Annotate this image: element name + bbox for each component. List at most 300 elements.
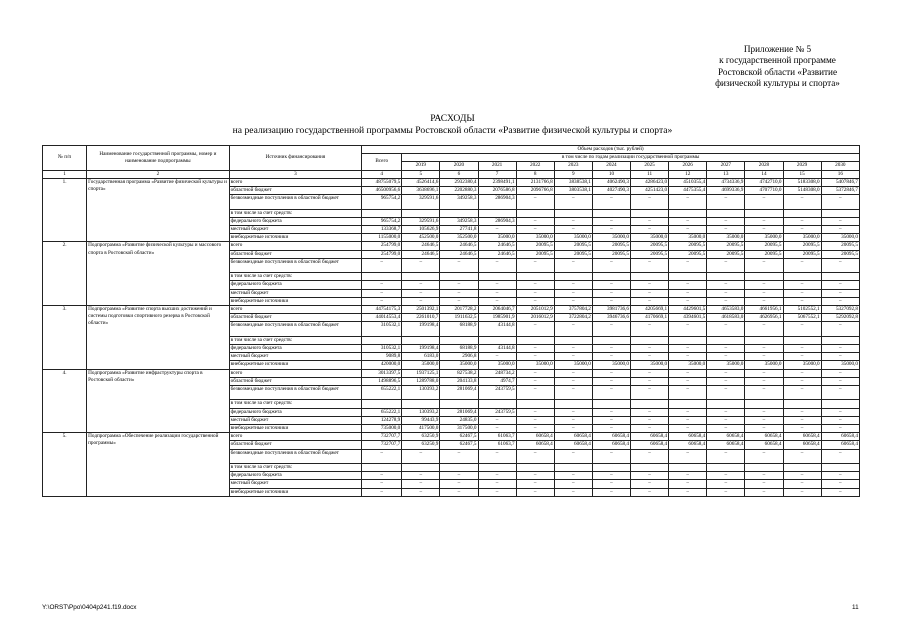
year-value: – xyxy=(745,281,783,289)
year-value: – xyxy=(554,345,592,353)
year-value: – xyxy=(821,377,859,385)
total-value: 732707,7 xyxy=(362,441,402,449)
year-value: 1985901,9 xyxy=(478,314,516,322)
year-value: 62467,5 xyxy=(440,441,478,449)
year-value: – xyxy=(707,345,745,353)
year-value: 20095,5 xyxy=(707,242,745,250)
year-value: 2076586,8 xyxy=(478,187,516,195)
header-name: Наименование государственной программы, номер и наименование подпрограммы xyxy=(87,146,230,171)
year-value: – xyxy=(592,258,630,272)
year-value xyxy=(516,400,554,408)
header-volume: Объем расходов (тыс. рублей) xyxy=(362,146,860,154)
year-value: 20095,5 xyxy=(554,250,592,258)
year-value: – xyxy=(707,472,745,480)
year-value: 4251423,0 xyxy=(631,187,669,195)
total-value: 44754175,3 xyxy=(362,306,402,314)
year-value: – xyxy=(554,408,592,416)
year-value: 60658,4 xyxy=(669,441,707,449)
year-value xyxy=(745,400,783,408)
total-value: 732707,7 xyxy=(362,433,402,441)
year-value: 2017728,2 xyxy=(440,306,478,314)
year-value: – xyxy=(631,195,669,209)
year-value: 5327092,8 xyxy=(821,306,859,314)
row-number: 3. xyxy=(43,306,87,370)
year-value: – xyxy=(821,322,859,336)
year-value: – xyxy=(669,281,707,289)
year-value: 35000,0 xyxy=(783,361,821,369)
year-value: – xyxy=(554,281,592,289)
year-value: – xyxy=(592,449,630,463)
year-value: – xyxy=(821,472,859,480)
year-value: – xyxy=(478,281,516,289)
year-value: – xyxy=(669,322,707,336)
year-value: – xyxy=(821,217,859,225)
year-value: 4734336,9 xyxy=(707,178,745,186)
year-value: 286904,3 xyxy=(478,195,516,209)
year-value xyxy=(402,400,440,408)
year-value: 60658,4 xyxy=(707,433,745,441)
header-year: 2028 xyxy=(745,162,783,170)
header-year: 2030 xyxy=(821,162,859,170)
year-value: 27741,8 xyxy=(440,226,478,234)
total-value: – xyxy=(362,480,402,488)
year-value: – xyxy=(783,416,821,424)
year-value: – xyxy=(402,480,440,488)
year-value: 329591,6 xyxy=(402,195,440,209)
year-value xyxy=(516,464,554,472)
year-value: – xyxy=(669,449,707,463)
year-value xyxy=(669,273,707,281)
year-value: 60658,4 xyxy=(783,433,821,441)
column-number: 1 xyxy=(43,170,87,178)
total-value: 1155000,0 xyxy=(362,234,402,242)
year-value: – xyxy=(592,226,630,234)
year-value: – xyxy=(745,297,783,305)
year-value: 352500,0 xyxy=(440,234,478,242)
column-number: 4 xyxy=(362,170,402,178)
year-value: 35000,0 xyxy=(669,234,707,242)
total-value: 310532,1 xyxy=(362,345,402,353)
year-value: – xyxy=(783,449,821,463)
funding-source: федерального бюджета xyxy=(229,472,361,480)
year-value: 1911632,5 xyxy=(440,314,478,322)
year-value xyxy=(554,336,592,344)
funding-source: федерального бюджета xyxy=(229,281,361,289)
year-value xyxy=(554,273,592,281)
program-name: Подпрограмма «Развитие инфраструктуры спорта в Ростовской области» xyxy=(87,369,230,433)
year-value: 349258,3 xyxy=(440,217,478,225)
header-by-year: в том числе по годам реализации государственной программы xyxy=(402,154,860,162)
year-value: 286904,3 xyxy=(478,217,516,225)
year-value: 60658,4 xyxy=(592,441,630,449)
year-value: – xyxy=(592,281,630,289)
year-value: – xyxy=(516,289,554,297)
year-value: – xyxy=(821,480,859,488)
year-value: 20095,5 xyxy=(745,250,783,258)
year-value: – xyxy=(783,195,821,209)
year-value: – xyxy=(592,386,630,400)
year-value: 60658,4 xyxy=(554,433,592,441)
year-value: – xyxy=(440,488,478,496)
year-value xyxy=(478,464,516,472)
year-value xyxy=(745,464,783,472)
year-value: 20095,5 xyxy=(516,250,554,258)
year-value: – xyxy=(821,449,859,463)
year-value xyxy=(707,209,745,217)
year-value: 24646,5 xyxy=(402,242,440,250)
year-value: – xyxy=(821,488,859,496)
year-value: – xyxy=(783,345,821,353)
year-value: 35000,0 xyxy=(478,361,516,369)
year-value: – xyxy=(554,377,592,385)
year-value: – xyxy=(783,408,821,416)
year-value xyxy=(440,464,478,472)
year-value: – xyxy=(707,408,745,416)
row-number: 2. xyxy=(43,242,87,306)
total-value: 3013397,5 xyxy=(362,369,402,377)
year-value: 60658,4 xyxy=(554,441,592,449)
year-value: – xyxy=(516,408,554,416)
column-number: 10 xyxy=(592,170,630,178)
year-value: 43144,8 xyxy=(478,345,516,353)
year-value: – xyxy=(516,217,554,225)
year-value: 35000,0 xyxy=(631,234,669,242)
funding-source: федерального бюджета xyxy=(229,217,361,225)
year-value: 281069,4 xyxy=(440,408,478,416)
funding-source: областной бюджет xyxy=(229,377,361,385)
year-value: 4653583,0 xyxy=(707,306,745,314)
year-value: – xyxy=(821,416,859,424)
year-value: – xyxy=(478,226,516,234)
year-value: – xyxy=(821,425,859,433)
year-value xyxy=(516,336,554,344)
year-value: 3946736,6 xyxy=(592,314,630,322)
year-value: – xyxy=(478,297,516,305)
year-value: – xyxy=(554,353,592,361)
column-number: 7 xyxy=(478,170,516,178)
total-value: 310532,1 xyxy=(362,322,402,336)
year-value: 2501392,1 xyxy=(402,306,440,314)
year-value: – xyxy=(821,258,859,272)
year-value: 417500,0 xyxy=(402,425,440,433)
total-value: 965754,2 xyxy=(362,195,402,209)
year-value: – xyxy=(707,322,745,336)
year-value: – xyxy=(669,425,707,433)
year-value: – xyxy=(669,345,707,353)
column-number: 15 xyxy=(783,170,821,178)
year-value: – xyxy=(554,195,592,209)
funding-source: областной бюджет xyxy=(229,314,361,322)
year-value: 5292092,8 xyxy=(821,314,859,322)
year-value: 35000,0 xyxy=(592,234,630,242)
year-value: 35000,0 xyxy=(745,361,783,369)
year-value: – xyxy=(669,226,707,234)
year-value: – xyxy=(783,386,821,400)
funding-source: в том числе за счет средств: xyxy=(229,209,361,217)
year-value: 2051012,9 xyxy=(516,306,554,314)
year-value: – xyxy=(554,226,592,234)
total-value: 48755079,5 xyxy=(362,178,402,186)
year-value: – xyxy=(669,480,707,488)
program-name: Подпрограмма «Развитие физической культуры и массового спорта в Ростовской области» xyxy=(87,242,230,306)
year-value: – xyxy=(745,322,783,336)
year-value: – xyxy=(631,480,669,488)
year-value: – xyxy=(402,258,440,272)
year-value: – xyxy=(516,345,554,353)
year-value: 60658,4 xyxy=(745,441,783,449)
year-value: – xyxy=(516,449,554,463)
year-value: – xyxy=(783,480,821,488)
year-value xyxy=(821,400,859,408)
year-value: 20095,5 xyxy=(669,242,707,250)
year-value: 4742710,0 xyxy=(745,178,783,186)
year-value: – xyxy=(554,472,592,480)
year-value: – xyxy=(669,195,707,209)
year-value: – xyxy=(745,345,783,353)
year-value: – xyxy=(631,416,669,424)
year-value xyxy=(631,464,669,472)
year-value xyxy=(440,400,478,408)
year-value: – xyxy=(707,289,745,297)
year-value: – xyxy=(592,488,630,496)
year-value xyxy=(669,336,707,344)
year-value: 35000,0 xyxy=(821,361,859,369)
table-row xyxy=(43,242,860,250)
funding-source: всего xyxy=(229,369,361,377)
year-value: – xyxy=(478,258,516,272)
column-number: 13 xyxy=(707,170,745,178)
funding-source: безвозмездные поступления в областной бюджет xyxy=(229,258,361,272)
year-value: 317500,0 xyxy=(440,425,478,433)
year-value: – xyxy=(592,345,630,353)
total-value: 124278,9 xyxy=(362,416,402,424)
year-value: – xyxy=(745,195,783,209)
column-number: 8 xyxy=(516,170,554,178)
funding-source: безвозмездные поступления в областной бюджет xyxy=(229,195,361,209)
year-value: 5148308,0 xyxy=(783,187,821,195)
year-value: – xyxy=(669,289,707,297)
total-value: 133368,7 xyxy=(362,226,402,234)
header-year: 2026 xyxy=(669,162,707,170)
year-value: – xyxy=(516,353,554,361)
year-value: – xyxy=(516,322,554,336)
year-value: 2202880,3 xyxy=(440,187,478,195)
year-value: – xyxy=(745,353,783,361)
table-row xyxy=(43,433,860,441)
year-value: – xyxy=(631,258,669,272)
year-value: 3757804,2 xyxy=(554,306,592,314)
year-value: – xyxy=(554,386,592,400)
year-value: 4170669,1 xyxy=(631,314,669,322)
year-value: – xyxy=(707,226,745,234)
year-value: – xyxy=(592,289,630,297)
year-value: 60658,4 xyxy=(745,433,783,441)
year-value xyxy=(631,209,669,217)
year-value: 35000,0 xyxy=(516,234,554,242)
year-value: – xyxy=(707,195,745,209)
total-value: 46500956,6 xyxy=(362,187,402,195)
year-value: 4286423,0 xyxy=(631,178,669,186)
year-value: – xyxy=(516,386,554,400)
year-value: – xyxy=(707,425,745,433)
year-value: – xyxy=(592,369,630,377)
year-value: 5407846,7 xyxy=(821,178,859,186)
year-value: – xyxy=(402,449,440,463)
header-year: 2019 xyxy=(402,162,440,170)
year-value: – xyxy=(669,258,707,272)
year-value: – xyxy=(745,258,783,272)
program-name: Государственная программа «Развитие физической культуры и спорта» xyxy=(87,178,230,242)
year-value: 3838538,1 xyxy=(554,178,592,186)
row-number: 1. xyxy=(43,178,87,242)
column-number: 11 xyxy=(631,170,669,178)
year-value: 1289788,0 xyxy=(402,377,440,385)
year-value xyxy=(478,336,516,344)
funding-source: внебюджетные источники xyxy=(229,361,361,369)
year-value: 35000,0 xyxy=(478,234,516,242)
year-value xyxy=(516,273,554,281)
year-value: 60658,4 xyxy=(669,433,707,441)
year-value xyxy=(669,209,707,217)
year-value: 60658,4 xyxy=(592,433,630,441)
year-value: 4699336,9 xyxy=(707,187,745,195)
year-value xyxy=(402,209,440,217)
header-row xyxy=(43,146,860,154)
funding-source: федерального бюджета xyxy=(229,408,361,416)
year-value: – xyxy=(669,297,707,305)
year-value: 35000,0 xyxy=(745,234,783,242)
year-value: – xyxy=(592,195,630,209)
year-value: 3981736,6 xyxy=(592,306,630,314)
year-value: – xyxy=(631,226,669,234)
year-value: – xyxy=(554,217,592,225)
year-value: 60658,4 xyxy=(821,441,859,449)
year-value: – xyxy=(402,488,440,496)
funding-source: местный бюджет xyxy=(229,226,361,234)
year-value: – xyxy=(631,369,669,377)
year-value: – xyxy=(478,488,516,496)
year-value: – xyxy=(783,488,821,496)
year-value xyxy=(554,400,592,408)
year-value xyxy=(783,273,821,281)
year-value: 4475355,4 xyxy=(669,187,707,195)
year-value: – xyxy=(707,217,745,225)
year-value xyxy=(402,273,440,281)
year-value: 60658,4 xyxy=(631,441,669,449)
year-value: 35000,0 xyxy=(821,234,859,242)
funding-source: внебюджетные источники xyxy=(229,425,361,433)
total-value: 655222,1 xyxy=(362,386,402,400)
year-value: – xyxy=(440,297,478,305)
year-value: 35000,0 xyxy=(783,234,821,242)
year-value: – xyxy=(745,449,783,463)
year-value: – xyxy=(516,195,554,209)
year-value: 4626956,1 xyxy=(745,314,783,322)
year-value: 4707710,0 xyxy=(745,187,783,195)
total-value: 254799,0 xyxy=(362,242,402,250)
year-value: – xyxy=(745,408,783,416)
year-value xyxy=(592,273,630,281)
year-value: – xyxy=(745,289,783,297)
year-value: – xyxy=(554,289,592,297)
header-total: Всего xyxy=(362,154,402,170)
year-value: 5067552,1 xyxy=(783,314,821,322)
year-value: 281069,4 xyxy=(440,386,478,400)
year-value xyxy=(554,464,592,472)
year-value: – xyxy=(631,281,669,289)
year-value: – xyxy=(669,353,707,361)
year-value: – xyxy=(631,449,669,463)
row-number: 5. xyxy=(43,433,87,497)
year-value: 20095,5 xyxy=(745,242,783,250)
total-value xyxy=(362,273,402,281)
column-numbers-row xyxy=(43,170,860,178)
header-year: 2022 xyxy=(516,162,554,170)
year-value xyxy=(402,336,440,344)
year-value: 243759,5 xyxy=(478,408,516,416)
year-value: – xyxy=(707,377,745,385)
funding-source: внебюджетные источники xyxy=(229,297,361,305)
year-value xyxy=(402,464,440,472)
year-value: 35000,0 xyxy=(554,234,592,242)
year-value: 20095,5 xyxy=(783,242,821,250)
year-value xyxy=(783,464,821,472)
year-value: 2932380,4 xyxy=(440,178,478,186)
year-value: – xyxy=(554,480,592,488)
year-value: – xyxy=(745,416,783,424)
appendix-line: Приложение № 5 xyxy=(743,44,812,54)
year-value: 4062490,3 xyxy=(592,178,630,186)
year-value xyxy=(478,209,516,217)
year-value xyxy=(821,464,859,472)
year-value: – xyxy=(631,377,669,385)
year-value: – xyxy=(554,258,592,272)
year-value: – xyxy=(669,386,707,400)
year-value: 349258,3 xyxy=(440,195,478,209)
year-value: – xyxy=(783,258,821,272)
year-value: – xyxy=(440,281,478,289)
year-value xyxy=(669,400,707,408)
total-value: – xyxy=(362,488,402,496)
year-value: – xyxy=(707,258,745,272)
year-value: – xyxy=(592,480,630,488)
year-value xyxy=(745,336,783,344)
year-value: – xyxy=(745,369,783,377)
year-value: – xyxy=(631,425,669,433)
year-value xyxy=(631,336,669,344)
year-value: – xyxy=(745,488,783,496)
year-value: – xyxy=(631,488,669,496)
header-year: 2023 xyxy=(554,162,592,170)
funding-source: местный бюджет xyxy=(229,353,361,361)
year-value: – xyxy=(554,488,592,496)
year-value: – xyxy=(402,281,440,289)
year-value: – xyxy=(592,353,630,361)
year-value: 20095,5 xyxy=(783,250,821,258)
year-value: – xyxy=(745,480,783,488)
year-value: 60658,4 xyxy=(707,441,745,449)
year-value xyxy=(592,336,630,344)
year-value: 60658,4 xyxy=(821,433,859,441)
funding-source: областной бюджет xyxy=(229,187,361,195)
year-value: 4205669,1 xyxy=(631,306,669,314)
year-value: – xyxy=(745,377,783,385)
year-value: 35000,0 xyxy=(402,361,440,369)
column-number: 3 xyxy=(229,170,361,178)
year-value: – xyxy=(707,386,745,400)
year-value xyxy=(707,336,745,344)
year-value: – xyxy=(478,353,516,361)
